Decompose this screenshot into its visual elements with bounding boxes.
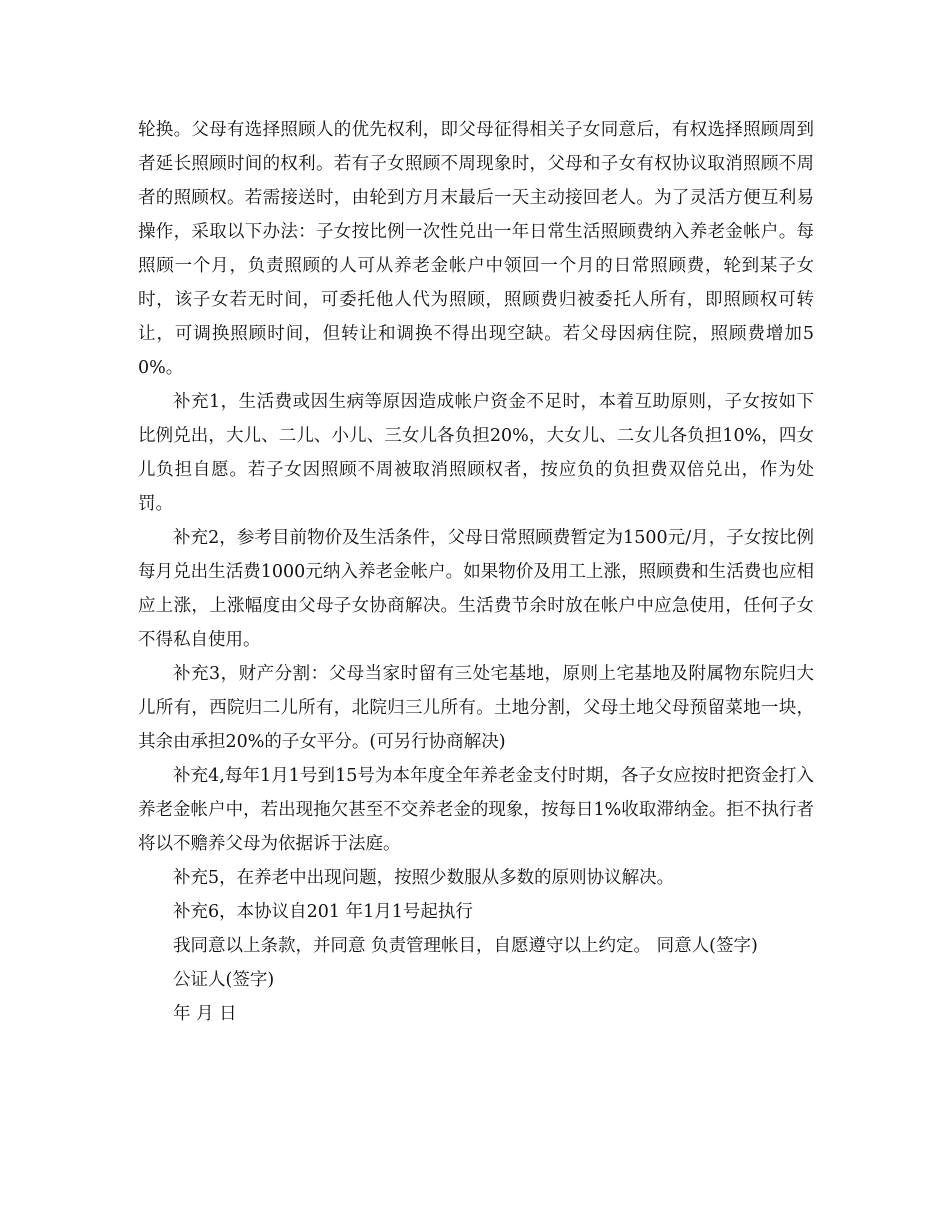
- paragraph-supplement-3: 补充3，财产分割：父母当家时留有三处宅基地，原则上宅基地及附属物东院归大儿所有，西院归二儿所有，北院归三儿所有。土地分割，父母土地父母预留菜地一块，其余由承担20%的子女平分。(可另行协商解决): [138, 664, 814, 752]
- document-body: [138, 113, 814, 1031]
- paragraph-supplement-1: 补充1，生活费或因生病等原因造成帐户资金不足时，本着互助原则，子女按如下比例兑出，大儿、二儿、小儿、三女儿各负担20%，大女儿、二女儿各负担10%，四女儿负担自愿。若子女因照顾不周被取消照顾权者，按应负的负担费双倍兑出，作为处罚。: [138, 392, 814, 514]
- paragraph-supplement-4: 补充4,每年1月1号到15号为本年度全年养老金支付时期，各子女应按时把资金打入养老金帐户中，若出现拖欠甚至不交养老金的现象，按每日1%收取滞纳金。拒不执行者将以不赡养父母为依据诉于法庭。: [138, 766, 814, 854]
- paragraph-care-rotation: 轮换。父母有选择照顾人的优先权利，即父母征得相关子女同意后，有权选择照顾周到者延长照顾时间的权利。若有子女照顾不周现象时，父母和子女有权协议取消照顾不周者的照顾权。若需接送时，由轮到方月末最后一天主动接回老人。为了灵活方便互利易操作，采取以下办法：子女按比例一次性兑出一年日常生活照顾费纳入养老金帐户。每照顾一个月，负责照顾的人可从养老金帐户中领回一个月的日常照顾费，轮到某子女时，该子女若无时间，可委托他人代为照顾，照顾费归被委托人所有，即照顾权可转让，可调换照顾时间，但转让和调换不得出现空缺。若父母因病住院，照顾费增加50%。: [138, 120, 814, 378]
- paragraph-supplement-6: 补充6，本协议自201 年1月1号起执行: [173, 902, 473, 922]
- paragraph-supplement-2: 补充2，参考目前物价及生活条件，父母日常照顾费暂定为1500元/月，子女按比例每月兑出生活费1000元纳入养老金帐户。如果物价及用工上涨，照顾费和生活费也应相应上涨，上涨幅度由父母子女协商解决。生活费节余时放在帐户中应急使用，任何子女不得私自使用。: [138, 528, 814, 650]
- consent-statement: 我同意以上条款，并同意 负责管理帐目，自愿遵守以上约定。 同意人(签字): [173, 936, 758, 956]
- paragraph-supplement-5: 补充5，在养老中出现问题，按照少数服从多数的原则协议解决。: [173, 868, 675, 888]
- notary-signature-line: 公证人(签字): [173, 970, 275, 990]
- date-line: 年 月 日: [173, 1004, 237, 1024]
